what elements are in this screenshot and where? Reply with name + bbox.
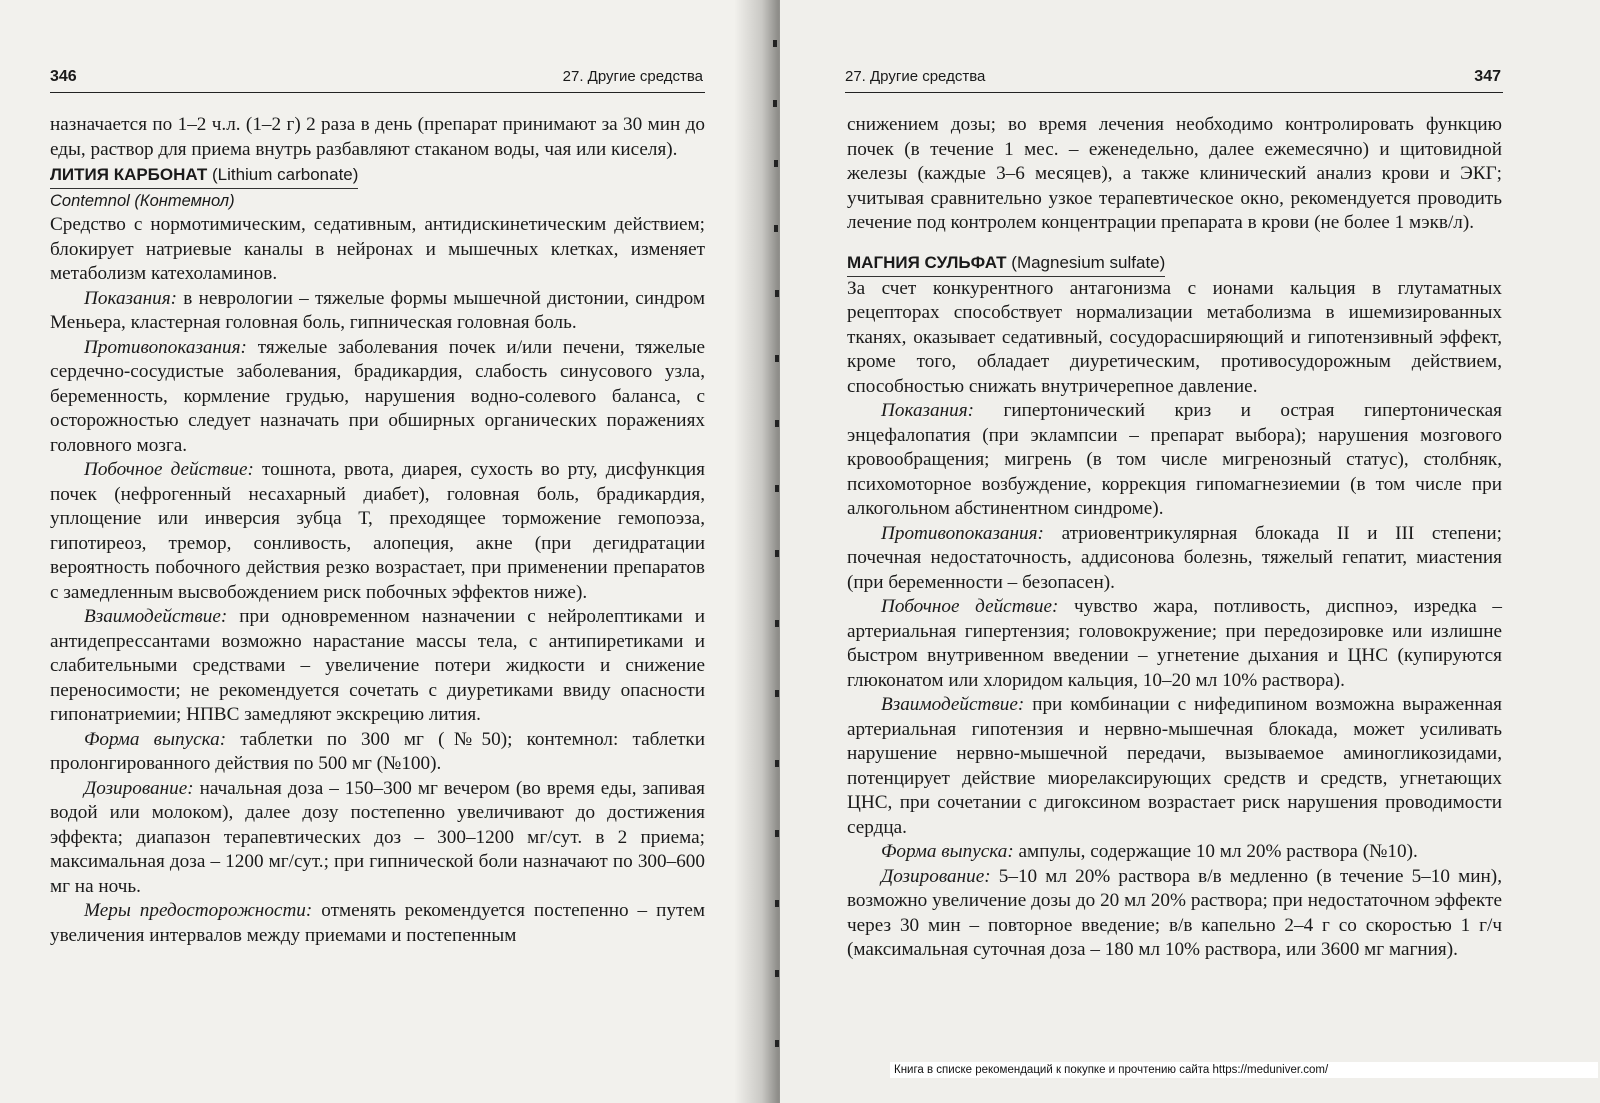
left-page — [0, 0, 770, 1103]
dosage-paragraph — [847, 865, 1502, 963]
left-running-head: 27. Другие средства — [562, 68, 703, 85]
binding-mark — [775, 420, 779, 427]
contraindications-text: атриовентрикулярная блокада II и III степени; почечная недостаточность, аддисонова болезнь, тяжелый гепатит, миастения (при беременности – безопасен). — [847, 522, 1502, 593]
drug-heading-lithium — [50, 162, 705, 189]
binding-mark — [775, 290, 779, 297]
precautions-label: Меры предосторожности: — [84, 900, 313, 921]
form-label: Форма выпуска: — [84, 728, 227, 750]
binding-mark — [774, 160, 778, 167]
interaction-label: Взаимодействие: — [84, 606, 228, 627]
right-page-header — [845, 68, 1503, 93]
drug-description: За счет конкурентного антагонизма с ионами кальция в глутаматных рецепторах способствует нормализации метаболизма в ишемизированных тканях, оказывает седативный, сосудорасширяющий и гипотензивный эффект, кроме того, обладает диуретическим, противосудорожным действием, способностью снижать внутричерепное давление. — [847, 277, 1502, 397]
continuation-paragraph: снижением дозы; во время лечения необходимо контролировать функцию почек (в течение 1 мес. – еженедельно, далее ежемесячно) и щитовидной железы (каждые 3–6 месяцев), а также клинический анализ крови и ЭКГ; учитывая сравнительно узкое терапевтическое окно, рекомендуется проводить лечение под контролем концентрации препарата в крови (не более 1 мэкв/л). — [847, 114, 1502, 233]
trade-name: Contemnol (Контемнол) — [50, 192, 235, 210]
drug-heading-magnesium — [847, 250, 1502, 277]
site-footer-note: Книга в списке рекомендаций к покупке и прочтению сайта https://meduniver.com/ — [890, 1062, 1598, 1078]
indications-text: гипертонический криз и острая гипертоническая энцефалопатия (при эклампсии – препарат выбора); нарушения мозгового кровообращения; мигрень (в том числе мигренозный статус), столбняк, психомоторное возбуждение, коррекция гипомагнезиемии (в том числе при алкогольном абстинентном синдроме). — [847, 400, 1502, 519]
binding-mark — [775, 690, 779, 697]
binding-mark — [775, 550, 779, 557]
binding-mark — [775, 830, 779, 837]
binding-mark — [775, 485, 779, 492]
binding-mark — [773, 40, 777, 47]
form-paragraph — [847, 840, 1502, 865]
contraindications-paragraph — [847, 522, 1502, 596]
contraindications-paragraph — [50, 336, 705, 459]
dosage-paragraph — [50, 777, 705, 900]
form-text: ампулы, содержащие 10 мл 20% раствора (№10). — [1013, 841, 1418, 862]
interaction-text: при комбинации с нифедипином возможна выраженная артериальная гипотензия и нервно-мышечная блокада, может усиливать нарушение нервно-мышечной передачи, вызываемое аминогликозидами, потенцирует действие миорелаксирующих средств и средств, угнетающих ЦНС, при сочетании с дигоксином возрастает риск нарушения проводимости сердца. — [847, 694, 1502, 838]
binding-mark — [775, 760, 779, 767]
side-effects-label: Побочное действие: — [84, 459, 254, 480]
binding-mark — [775, 900, 779, 907]
left-page-body — [50, 113, 705, 948]
binding-mark — [775, 970, 779, 977]
binding-mark — [773, 100, 777, 107]
interaction-paragraph — [50, 605, 705, 728]
drug-description: Средство с нормотимическим, седативным, антидискинетическим действием; блокирует натриевые каналы в нейронах и мышечных клетках, изменяет метаболизм катехоламинов. — [50, 214, 705, 284]
form-paragraph — [50, 728, 705, 777]
indications-text: в неврологии – тяжелые формы мышечной дистонии, синдром Меньера, кластерная головная боль, гипническая головная боль. — [50, 287, 705, 333]
drug-name-lat: (Magnesium sulfate) — [1011, 252, 1166, 272]
intro-paragraph: назначается по 1–2 ч.л. (1–2 г) 2 раза в день (препарат принимают за 30 мин до еды, раствор для приема внутрь разбавляют стаканом воды, чая или киселя). — [50, 114, 705, 160]
binding-mark — [775, 1040, 779, 1047]
interaction-label: Взаимодействие: — [881, 694, 1025, 715]
dosage-text: 5–10 мл 20% раствора в/в медленно (в течение 5–10 мин), возможно увеличение дозы до 20 мл 20% раствора; при недостаточном эффекте через 30 мин – повторное введение; в/в капельно 2–4 г со скоростью 1 г/ч (максимальная суточная доза – 180 мл 10% раствора, или 3600 мг магния). — [847, 865, 1502, 960]
form-text: таблетки по 300 мг (№50); контемнол: таблетки пролонгированного действия по 500 мг (№100). — [50, 728, 705, 774]
indications-paragraph — [847, 399, 1502, 522]
form-label: Форма выпуска: — [881, 841, 1014, 862]
drug-name-lat: (Lithium carbonate) — [211, 165, 359, 184]
right-page-number: 347 — [1474, 68, 1501, 85]
side-effects-label: Побочное действие: — [881, 596, 1059, 617]
binding-mark — [775, 355, 779, 362]
binding-mark — [774, 225, 778, 232]
right-page — [780, 0, 1600, 1103]
side-effects-text: тошнота, рвота, диарея, сухость во рту, дисфункция почек (нефрогенный несахарный диабет), головная боль, брадикардия, уплощение или инверсия зубца Т, преходящее торможение гемопоэза, гипотиреоз, тремор, сонливость, алопеция, акне (при дегидратации вероятность побочного действия резко возрастает, при применении препаратов с замедленным высвобождением риск побочных эффектов ниже). — [50, 459, 705, 603]
drug-name-ru: ЛИТИЯ КАРБОНАТ — [50, 165, 208, 184]
side-effects-paragraph — [847, 595, 1502, 693]
side-effects-paragraph — [50, 458, 705, 605]
indications-paragraph — [50, 287, 705, 336]
precautions-paragraph — [50, 899, 705, 948]
drug-name-ru: МАГНИЯ СУЛЬФАТ — [847, 252, 1007, 272]
right-page-body — [847, 113, 1502, 963]
right-running-head: 27. Другие средства — [845, 68, 986, 85]
binding-mark — [775, 620, 779, 627]
precautions-text: отменять рекомендуется постепенно – путем увеличения интервалов между приемами и постепенным — [50, 900, 705, 946]
indications-label: Показания: — [881, 400, 975, 421]
dosage-label: Дозирование: — [881, 865, 991, 887]
dosage-text: начальная доза – 150–300 мг вечером (во время еды, запивая водой или молоком), далее дозу постепенно увеличивают до достижения эффекта; диапазон терапевтических доз – 300–1200 мг/сут. в 2 приема; максимальная доза – 1200 мг/сут.; при гипнической боли назначают по 300–600 мг на ночь. — [50, 777, 705, 897]
interaction-text: при одновременном назначении с нейролептиками и антидепрессантами возможно нарастание массы тела, с антипиретиками и слабительными средствами – увеличение потери жидкости и снижение переносимости; не рекомендуется сочетать с диуретиками ввиду опасности гипонатриемии; НПВС замедляют экскрецию лития. — [50, 606, 705, 725]
indications-label: Показания: — [84, 287, 178, 309]
interaction-paragraph — [847, 693, 1502, 840]
contraindications-label: Противопоказания: — [881, 522, 1044, 544]
left-page-header — [50, 68, 705, 93]
contraindications-text: тяжелые заболевания почек и/или печени, тяжелые сердечно-сосудистые заболевания, брадикардия, слабость синусового узла, беременность, кормление грудью, нарушения водно-солевого баланса, с осторожностью следует назначать при обширных органических поражениях головного мозга. — [50, 336, 705, 456]
dosage-label: Дозирование: — [84, 777, 194, 799]
side-effects-text: чувство жара, потливость, диспноэ, изредка – артериальная гипертензия; головокружение; при передозировке или излишне быстром внутривенном введении – угнетение дыхания и ЦНС (купируются глюконатом или хлоридом кальция, 10–20 мл 10% раствора). — [847, 596, 1502, 691]
contraindications-label: Противопоказания: — [84, 336, 247, 358]
left-page-number: 346 — [50, 68, 77, 85]
